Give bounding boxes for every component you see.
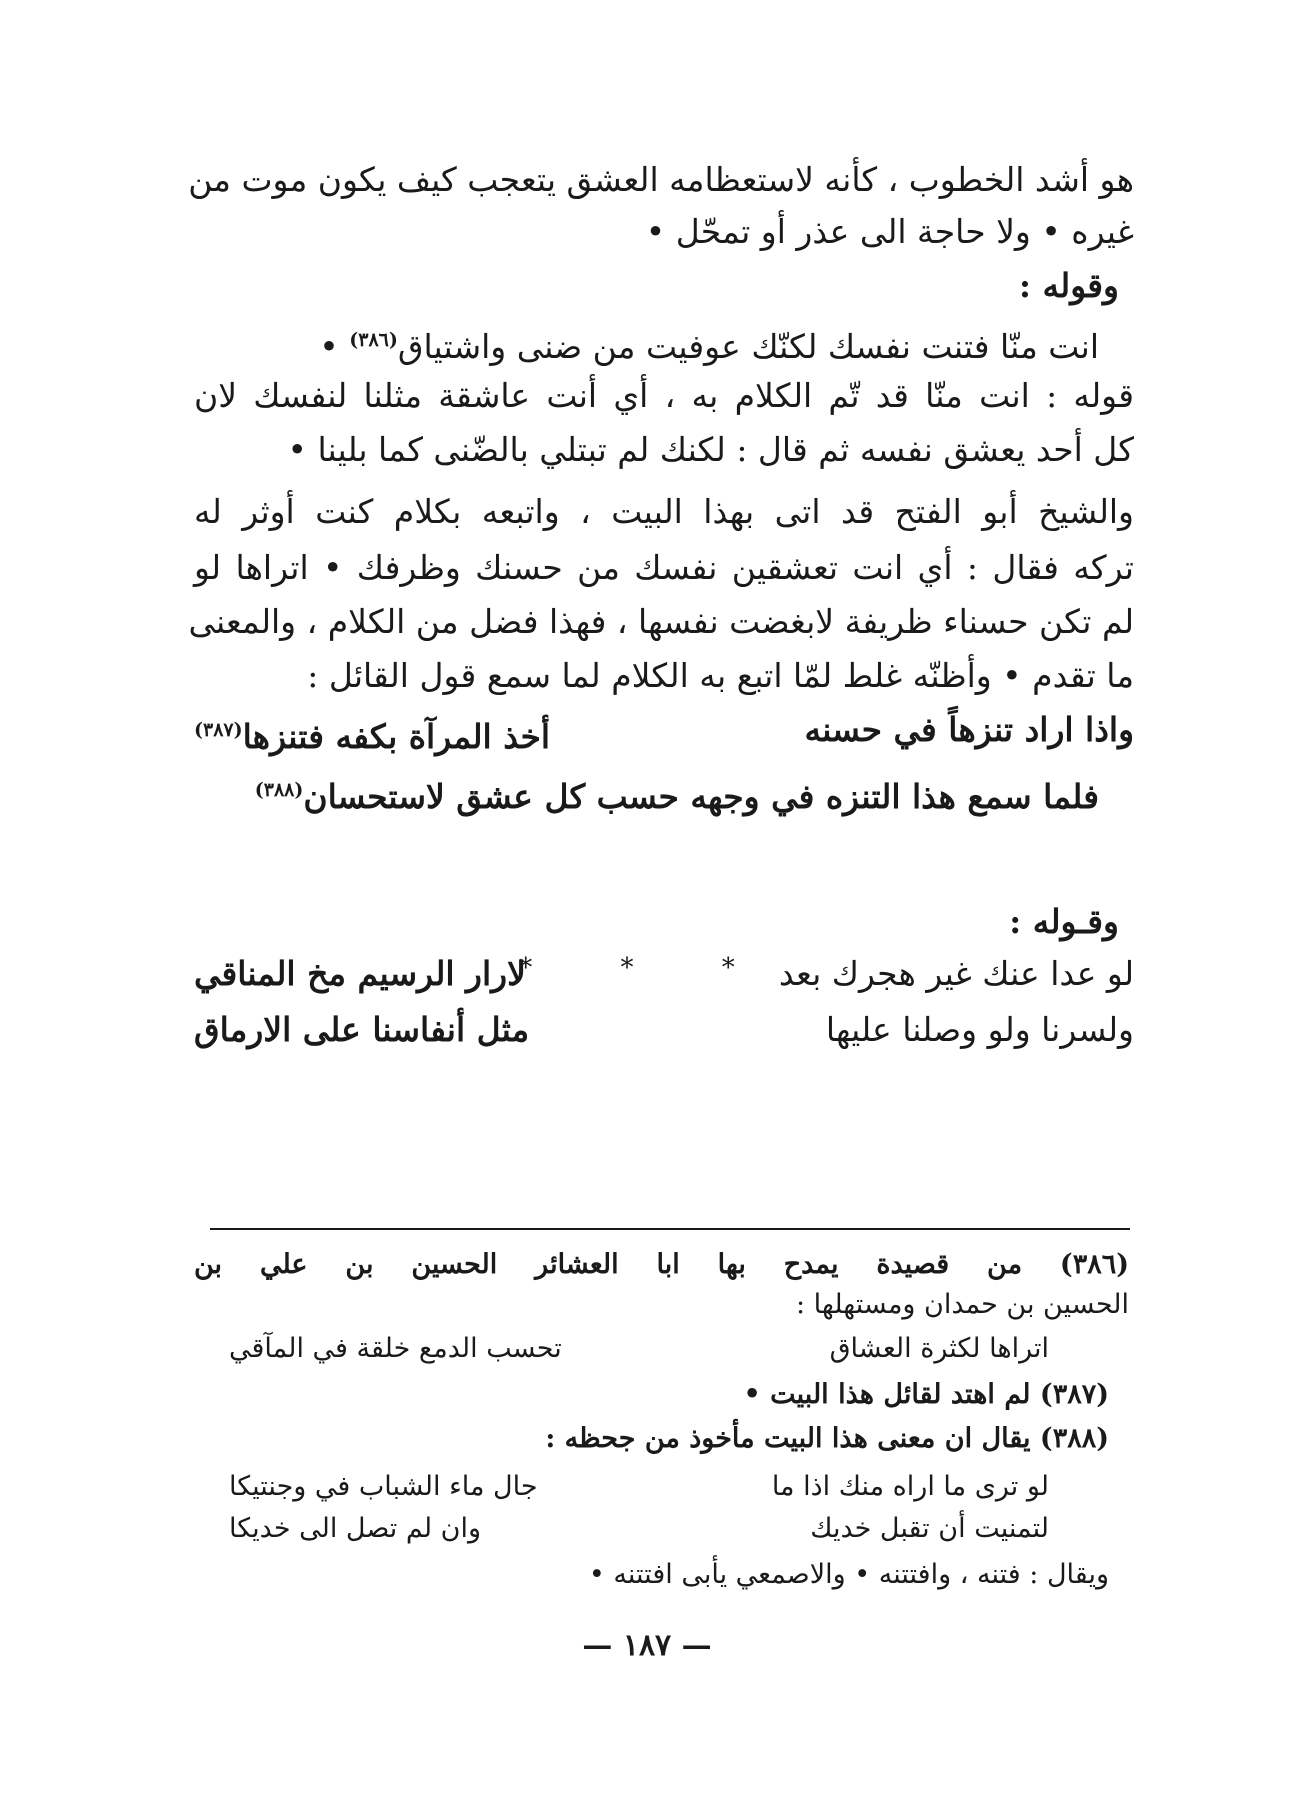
footnote-386-line-2: الحسين بن حمدان ومستهلها :: [795, 1289, 1129, 1320]
footnote-388-verse-1-first: لو ترى ما اراه منك اذا ما: [771, 1471, 1049, 1502]
verse-387-second-hemistich: [194, 706, 550, 761]
body-line-7: والشيخ أبو الفتح قد اتى بهذا البيت ، واتبعه بكلام كنت أوثر له: [194, 492, 1134, 531]
footnote-388-verse-2: [229, 1510, 1049, 1548]
verse-line-1: [194, 950, 1134, 998]
footnote-388-verse-1: [229, 1468, 1049, 1506]
body-line-8: تركه فقال : أي انت تعشقين نفسك من حسنك وظرفك • اتراها لو: [194, 548, 1134, 587]
verse-388-text: فلما سمع هذا التنزه في وجهه حسب كل عشق لاستحسان: [303, 777, 1099, 816]
footnote-386-first-hemistich: اتراها لكثرة العشاق: [829, 1333, 1049, 1364]
note-ref-388: (٣٨٨): [254, 779, 304, 801]
body-line-2: غيره • ولا حاجة الى عذر أو تمحّل •: [645, 212, 1134, 251]
footnote-386-second-hemistich: تحسب الدمع خلقة في المآقي: [229, 1333, 562, 1364]
verse-line-2: [194, 1006, 1134, 1054]
note-ref-386: (٣٨٦): [349, 329, 398, 351]
body-line-5: قوله : انت منّا قد تّم الكلام به ، أي أنت عاشقة مثلنا لنفسك لان: [194, 376, 1134, 415]
footnote-387: (٣٨٧) لم اهتد لقائل هذا البيت •: [743, 1379, 1109, 1410]
footnote-388: (٣٨٨) يقال ان معنى هذا البيت مأخوذ من جحظه :: [545, 1423, 1109, 1454]
verse-2-second-hemistich: مثل أنفاسنا على الارماق: [194, 1010, 530, 1049]
section-heading-1: وقوله :: [1018, 266, 1119, 305]
section-divider-stars: * * *: [519, 953, 775, 983]
footnote-386-verse: [229, 1330, 1049, 1368]
page-number: — ١٨٧ —: [582, 1628, 712, 1663]
body-line-1: هو أشد الخطوب ، كأنه لاستعظامه العشق يتعجب كيف يكون موت من: [188, 160, 1134, 199]
section-heading-2: وقـوله :: [1009, 902, 1119, 941]
footnote-388-verse-2-second: وان لم تصل الى خديكا: [229, 1513, 482, 1544]
body-line-10: ما تقدم • وأظنّه غلط لمّا اتبع به الكلام لما سمع قول القائل :: [307, 656, 1134, 695]
footnote-386-line-1: (٣٨٦) من قصيدة يمدح بها ابا العشائر الحسين بن علي بن: [194, 1249, 1129, 1280]
verse-386-text: انت منّا فتنت نفسك لكنّك عوفيت من ضنى واشتياق: [397, 327, 1099, 366]
body-line-6: كل أحد يعشق نفسه ثم قال : لكنك لم تبتلي بالضّنى كما بلينا •: [287, 430, 1134, 469]
footnote-388-verse-1-second: جال ماء الشباب في وجنتيكا: [229, 1471, 538, 1502]
verse-2-first-hemistich: ولسرنا ولو وصلنا عليها: [825, 1010, 1134, 1049]
verse-1-first-hemistich: لو عدا عنك غير هجرك بعد: [778, 954, 1134, 993]
verse-387-second-text: أخذ المرآة بكفه فتنزها: [242, 717, 551, 756]
verse-388-line: [254, 768, 1099, 816]
note-ref-387: (٣٨٧): [194, 719, 243, 741]
verse-386-line: انت منّا فتنت نفسك لكنّك عوفيت من ضنى واشتياق$^{(٣٨٦)}$ •: [319, 327, 1099, 366]
verse-387-first-hemistich: واذا اراد تنزهاً في حسنه: [804, 710, 1134, 749]
footnote-388-verse-2-first: لتمنيت أن تقبل خديك: [810, 1513, 1049, 1544]
verse-1-second-hemistich: لارار الرسيم مخ المناقي: [194, 954, 526, 993]
verse-387: [194, 706, 1134, 754]
footnote-388-last-line: ويقال : فتنه ، وافتتنه • والاصمعي يأبى افتتنه •: [588, 1559, 1109, 1590]
footnote-divider: [210, 1228, 1130, 1230]
body-line-9: لم تكن حسناء ظريفة لابغضت نفسها ، فهذا فضل من الكلام ، والمعنى: [188, 602, 1134, 641]
